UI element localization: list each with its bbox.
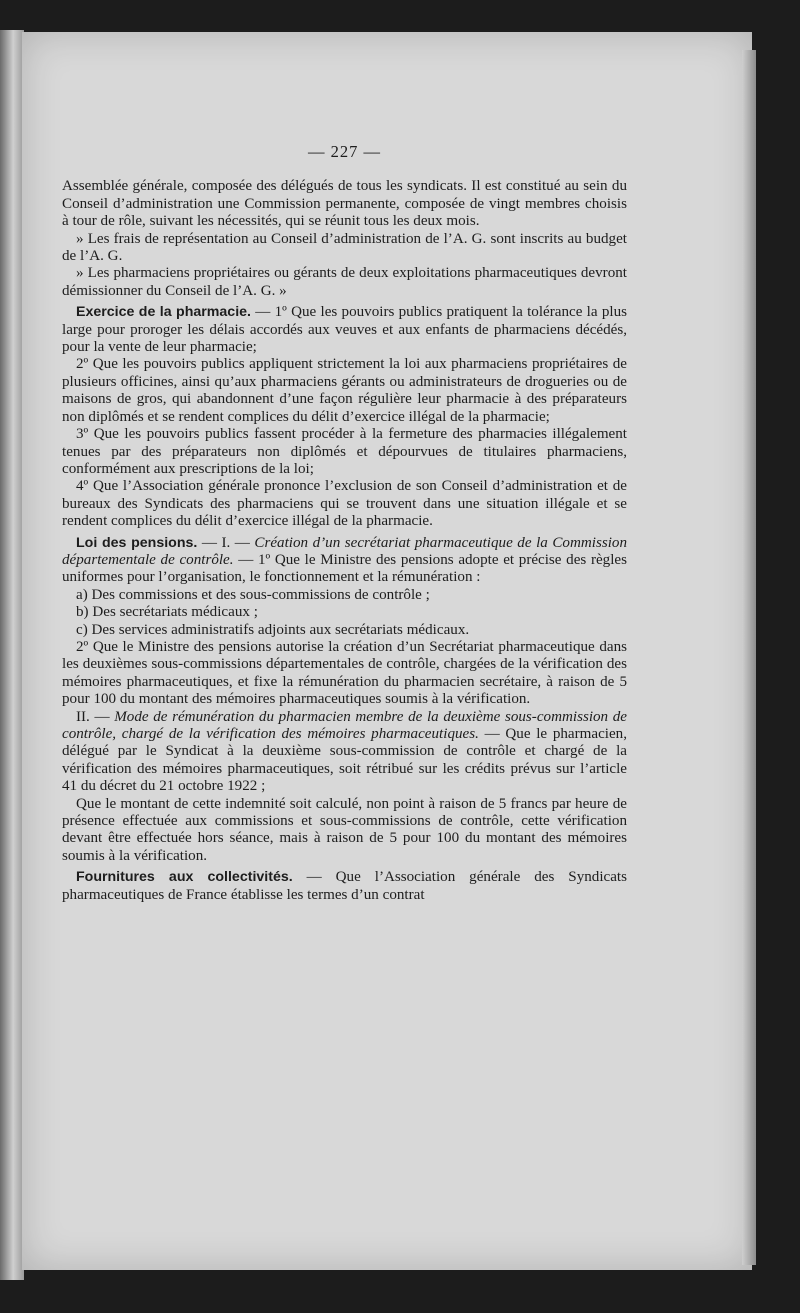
paragraph: » Les frais de représentation au Conseil d’administration de l’A. G. sont inscrits au budget de l’A. G. — [62, 230, 627, 265]
roman-lead: II. — — [76, 708, 115, 725]
paragraph: 2º Que le Ministre des pensions autorise la création d’un Secrétariat pharmaceutique dans les deuxièmes sous-commissions départementales de contrôle, chargées de la vérification des mémoires pharmaceutiques, et fixe la rémunération du pharmacien secrétaire, à raison de 5 pour 100 du montant des mémoires pharmaceutiques soumis à la vérification. — [62, 638, 627, 708]
paragraph: 3º Que les pouvoirs publics fassent procéder à la fermeture des pharmacies illégalement tenues par des préparateurs non diplômés et dépourvues de titulaires pharmaciens, conformément aux prescriptions de la loi; — [62, 426, 627, 477]
section-dash: — I. — — [197, 534, 255, 551]
section-subtitle: Création d’un secrétariat pharmaceutique de la Commission départementale de contrôle. — [62, 534, 627, 568]
section-subtitle: Mode de rémunération du pharmacien membre de la deuxième sous-commission de contrôle, chargé de la vérification des mémoires pharmaceutiques. — [62, 708, 627, 742]
paragraph-ii — [62, 709, 627, 796]
paragraph: 4º Que l’Association générale prononce l’exclusion de son Conseil d’administration et de bureaux des Syndicats des pharmaciens qui se trouvent dans une situation illégale et se rendent complices du délit d’exercice illégal de la pharmacie. — [62, 478, 627, 530]
page-number: — 227 — — [308, 142, 381, 161]
list-item-a: a) Des commissions et des sous-commissions de contrôle ; — [76, 586, 430, 603]
page-text — [62, 143, 627, 904]
list-item-b: b) Des secrétariats médicaux ; — [76, 604, 258, 621]
paragraph: 2º Que les pouvoirs publics appliquent strictement la loi aux pharmaciens propriétaires de plusieurs officines, ainsi qu’aux pharmaciens gérants ou administrateurs de drogueries ou de maisons de gros, qui abandonnent d’une façon régulière leur pharmacie à des préparateurs non diplômés et se rendent complices du délit d’exercice illégal de la pharmacie; — [62, 356, 627, 425]
section-heading: Loi des pensions. — [76, 534, 198, 551]
book-spine — [0, 30, 24, 1280]
section-heading: Exercice de la pharmacie. — [76, 304, 251, 321]
section-text: — Que le pharmacien, délégué par le Syndicat à la deuxième sous-commission de contrôle et chargé de la vérification des mémoires pharmaceutiques, soit rétribué sur les crédits prévus sur l’article 41 du décret du 21 octobre 1922 ; — [62, 726, 627, 795]
paragraph: » Les pharmaciens propriétaires ou gérants de deux exploitations pharmaceutiques devront démissionner du Conseil de l’A. G. » — [62, 265, 627, 299]
section-fournitures — [62, 869, 627, 904]
paragraph: Que le montant de cette indemnité soit calculé, non point à raison de 5 francs par heure de présence effectuée aux commissions et sous-commissions de contrôle, cette vérification devant être effectuée hors séance, mais à raison de 5 pour 100 du montant des mémoires soumis à la vérification. — [62, 795, 627, 864]
section-heading: Fournitures aux collectivités. — [76, 869, 293, 886]
page-edge — [742, 50, 756, 1265]
list-item-c: c) Des services administratifs adjoints aux secrétariats médicaux. — [76, 621, 470, 638]
section-text: — Que l’Association générale des Syndicats pharmaceutiques de France établisse les termes d’un contrat — [62, 869, 627, 903]
section-exercice — [62, 304, 627, 356]
section-text: — 1º Que les pouvoirs publics pratiquent la tolérance la plus large pour proroger les délais accordés aux veuves et aux enfants de pharmaciens décédés, pour la vente de leur pharmacie; — [62, 304, 627, 356]
paragraph: Assemblée générale, composée des délégués de tous les syndicats. Il est constitué au sein du Conseil d’administration une Commission permanente, composée de vingt membres choisis à tour de rôle, suivant les nécessités, qui se réunit tous les deux mois. — [62, 178, 627, 230]
section-pensions — [62, 535, 627, 587]
section-text: — 1º Que le Ministre des pensions adopte et précise des règles uniformes pour l’organisation, le fonctionnement et la rémunération : — [62, 551, 627, 586]
